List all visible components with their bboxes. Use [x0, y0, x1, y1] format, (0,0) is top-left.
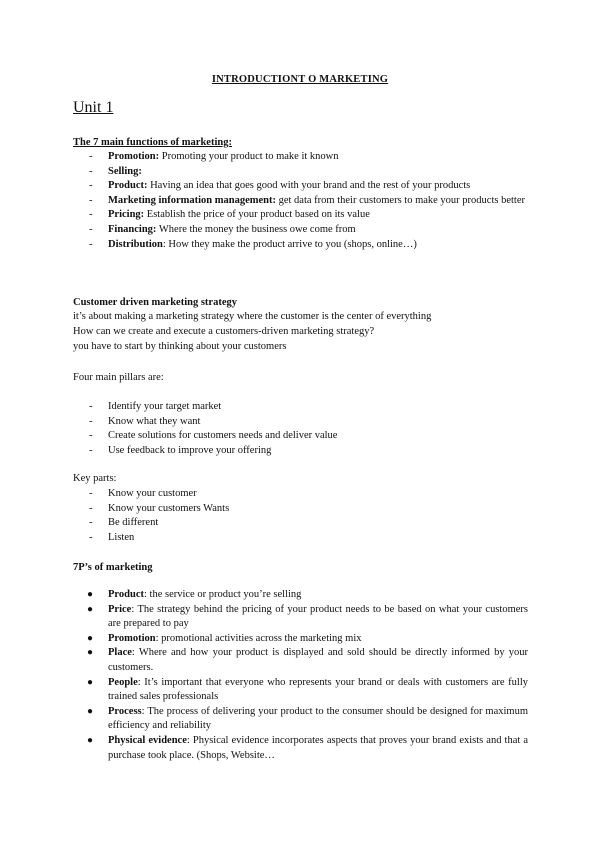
dash-marker: - [89, 502, 93, 514]
list-item: - Selling: [108, 165, 528, 180]
dash-marker: - [89, 165, 93, 177]
unit-heading: Unit 1 [73, 99, 114, 116]
list-item: - Be different [108, 516, 229, 531]
list-item: - Product: Having an idea that goes good with your brand and the rest of your products [108, 179, 528, 194]
dash-marker: - [89, 531, 93, 543]
functions-list [89, 150, 528, 252]
list-item: ● People: It’s important that everyone who represents your brand or deals with customers are fully trained sales professionals [87, 676, 528, 703]
list-item: - Financing: Where the money the business owe come from [108, 223, 528, 238]
list-item: - Know what they want [108, 415, 337, 430]
seven-ps-list [87, 588, 528, 763]
strategy-heading: Customer driven marketing strategy [73, 297, 237, 308]
functions-heading: The 7 main functions of marketing: [73, 137, 232, 148]
dash-marker: - [89, 444, 93, 456]
list-item: ● Price: The strategy behind the pricing of your product needs to be based on what your customers are prepared to pay [87, 603, 528, 630]
bullet-icon: ● [87, 589, 94, 600]
dash-marker: - [89, 223, 93, 235]
list-item: - Use feedback to improve your offering [108, 444, 337, 459]
dash-marker: - [89, 401, 93, 412]
dash-marker: - [89, 209, 93, 221]
dash-marker: - [89, 194, 93, 206]
list-item: - Know your customer [108, 487, 229, 502]
bullet-icon: ● [87, 603, 94, 615]
list-item: ● Product: the service or product you’re selling [108, 588, 528, 603]
list-item: - Listen [108, 531, 229, 546]
bullet-icon: ● [87, 647, 94, 659]
key-parts-label: Key parts: [73, 473, 117, 484]
dash-marker: - [89, 517, 93, 529]
dash-marker: - [89, 430, 93, 442]
dash-marker: - [89, 488, 93, 499]
document-title: INTRODUCTIONT O MARKETING [211, 74, 389, 85]
list-item: ● Promotion: promotional activities across the marketing mix [108, 632, 528, 647]
seven-ps-heading: 7P’s of marketing [73, 562, 153, 573]
strategy-line: you have to start by thinking about your customers [73, 341, 287, 352]
dash-marker: - [89, 151, 93, 162]
dash-marker: - [89, 180, 93, 192]
list-item: - Pricing: Establish the price of your product based on its value [108, 208, 528, 223]
list-item: - Marketing information management: get data from their customers to make your products better [108, 194, 528, 209]
bullet-icon: ● [87, 734, 94, 746]
list-item: ● Process: The process of delivering your product to the consumer should be designed for maximum efficiency and reliability [87, 705, 528, 732]
strategy-line: How can we create and execute a customers-driven marketing strategy? [73, 326, 375, 337]
bullet-icon: ● [87, 632, 94, 644]
key-parts-list [89, 487, 230, 545]
bullet-icon: ● [87, 705, 94, 717]
dash-marker: - [89, 238, 93, 250]
list-item: - Distribution: How they make the product arrive to you (shops, online…) [108, 238, 528, 253]
list-item: ● Place: Where and how your product is displayed and sold should be directly informed by your customers. [87, 647, 528, 673]
dash-marker: - [89, 415, 93, 427]
list-item: - Create solutions for customers needs and deliver value [108, 429, 337, 444]
pillars-list [89, 400, 338, 458]
list-item: - Promotion: Promoting your product to make it known [108, 150, 528, 165]
pillars-label: Four main pillars are: [73, 372, 164, 383]
list-item: - Identify your target market [108, 400, 337, 415]
list-item: ● Physical evidence: Physical evidence incorporates aspects that proves your brand exists and that a purchase took place. (Shops, Website… [87, 734, 528, 761]
bullet-icon: ● [87, 676, 94, 688]
list-item: - Know your customers Wants [108, 502, 229, 517]
strategy-line: it’s about making a marketing strategy where the customer is the center of everything [73, 311, 432, 322]
